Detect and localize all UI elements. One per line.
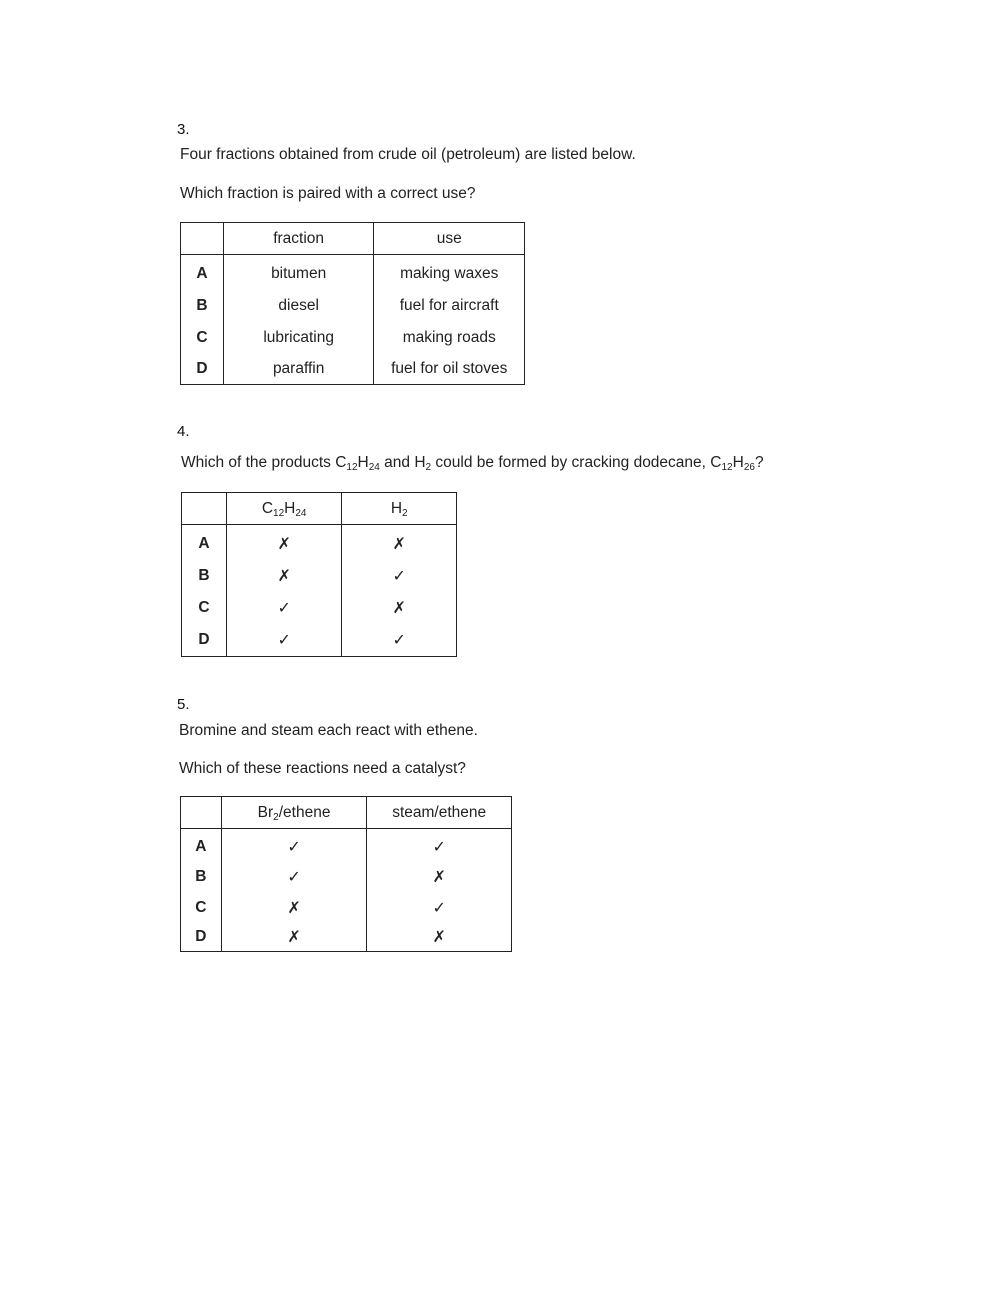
use-cell: making waxes <box>374 255 525 290</box>
row-letter: A <box>182 525 227 560</box>
fraction-cell: lubricating <box>223 322 374 354</box>
check-icon: ✓ <box>367 893 512 923</box>
cross-icon: ✗ <box>221 893 367 923</box>
header-fraction: fraction <box>223 223 374 255</box>
table-row <box>181 829 512 862</box>
use-cell: making roads <box>374 322 525 354</box>
cross-icon: ✗ <box>367 862 512 893</box>
header-c12h24: $C_{12}H_{24}$ <box>226 493 342 525</box>
check-icon: ✓ <box>367 829 512 862</box>
question-5-statement: Bromine and steam each react with ethene. <box>179 722 478 739</box>
header-blank <box>182 493 227 525</box>
cross-icon: ✗ <box>226 560 342 592</box>
check-icon: ✓ <box>221 862 367 893</box>
cross-icon: ✗ <box>342 525 457 560</box>
row-letter: C <box>181 893 222 923</box>
check-icon: ✓ <box>226 625 342 657</box>
row-letter: D <box>182 625 227 657</box>
row-letter: B <box>181 862 222 893</box>
cross-icon: ✗ <box>367 923 512 952</box>
row-letter: A <box>181 829 222 862</box>
table-row <box>182 592 457 625</box>
question-3-statement: Four fractions obtained from crude oil (petroleum) are listed below. <box>180 146 636 163</box>
table-row <box>181 354 525 385</box>
table-row <box>181 290 525 322</box>
check-icon: ✓ <box>226 592 342 625</box>
table-row <box>182 560 457 592</box>
header-h2: $H_2$ <box>342 493 457 525</box>
question-3-number: 3. <box>177 121 190 138</box>
question-3-table <box>180 222 525 385</box>
cross-icon: ✗ <box>226 525 342 560</box>
use-cell: fuel for oil stoves <box>374 354 525 385</box>
table-row <box>181 322 525 354</box>
fraction-cell: paraffin <box>223 354 374 385</box>
header-steam-ethene: steam/ethene <box>367 797 512 829</box>
check-icon: ✓ <box>221 829 367 862</box>
cross-icon: ✗ <box>342 592 457 625</box>
row-letter: D <box>181 923 222 952</box>
question-5-prompt: Which of these reactions need a catalyst? <box>179 760 466 777</box>
header-use: use <box>374 223 525 255</box>
fraction-cell: bitumen <box>223 255 374 290</box>
row-letter: B <box>181 290 224 322</box>
question-4-prompt: Which of the products $C_{12}H_{24}$ and $H_2$ could be formed by cracking dodecane, $C_{12}H_{26}$? <box>181 454 764 473</box>
table-row <box>181 893 512 923</box>
cross-icon: ✗ <box>221 923 367 952</box>
row-letter: C <box>182 592 227 625</box>
row-letter: D <box>181 354 224 385</box>
header-blank <box>181 223 224 255</box>
fraction-cell: diesel <box>223 290 374 322</box>
question-3-prompt: Which fraction is paired with a correct use? <box>180 185 476 202</box>
question-4-table <box>181 492 457 657</box>
check-icon: ✓ <box>342 560 457 592</box>
row-letter: B <box>182 560 227 592</box>
row-letter: A <box>181 255 224 290</box>
table-row <box>181 862 512 893</box>
use-cell: fuel for aircraft <box>374 290 525 322</box>
question-5-number: 5. <box>177 696 190 713</box>
table-row <box>181 255 525 290</box>
header-br2-ethene: $Br_2$/ethene <box>221 797 367 829</box>
table-row <box>181 923 512 952</box>
check-icon: ✓ <box>342 625 457 657</box>
question-5-table <box>180 796 512 952</box>
header-blank <box>181 797 222 829</box>
table-row <box>182 525 457 560</box>
table-row <box>182 625 457 657</box>
question-4-number: 4. <box>177 423 190 440</box>
row-letter: C <box>181 322 224 354</box>
